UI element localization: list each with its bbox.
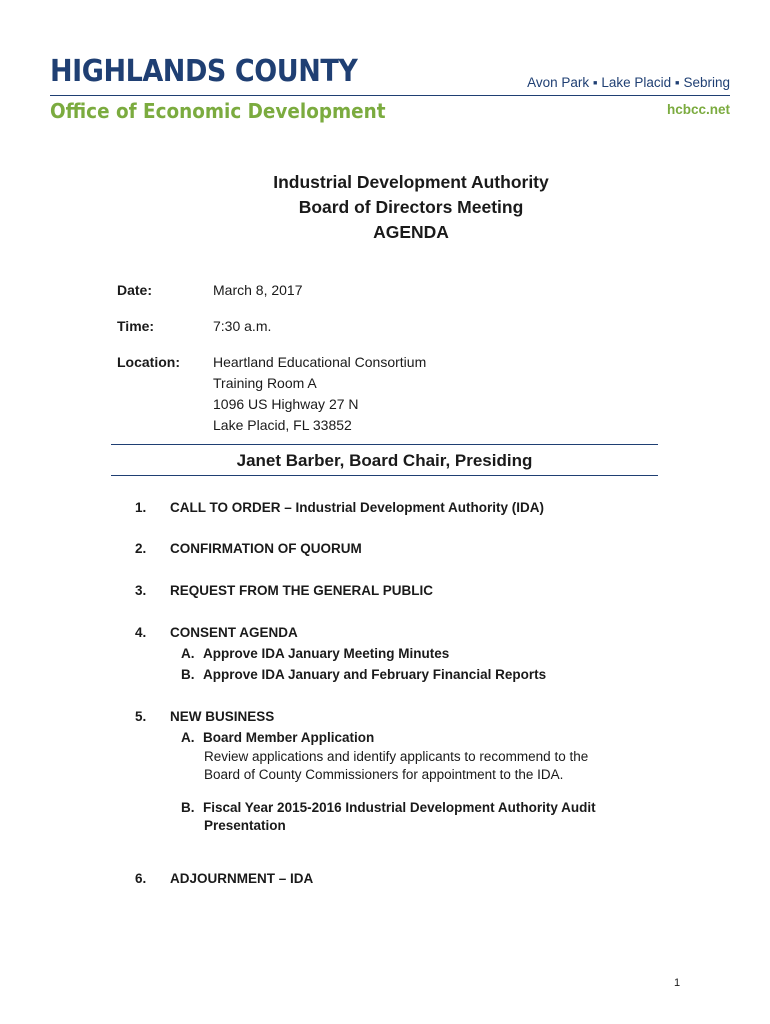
location-line: Heartland Educational Consortium: [213, 354, 427, 370]
sub-letter: B.: [181, 667, 195, 682]
page-number: 1: [674, 977, 681, 989]
item-title: CONFIRMATION OF QUORUM: [170, 541, 362, 556]
presiding-top-rule: [111, 444, 658, 445]
header-divider: [50, 95, 730, 96]
item-number: 2.: [135, 541, 147, 556]
item-title: REQUEST FROM THE GENERAL PUBLIC: [170, 583, 434, 598]
title-line-2: Board of Directors Meeting: [298, 197, 524, 217]
item-number: 5.: [135, 709, 147, 724]
sub-text: Approve IDA January Meeting Minutes: [203, 646, 450, 661]
title-line-3: AGENDA: [373, 222, 449, 242]
sub-item: [181, 665, 546, 685]
office-name: Office of Economic Development: [50, 99, 386, 123]
meeting-time: 7:30 a.m.: [213, 318, 272, 334]
sub-letter: A.: [181, 646, 195, 661]
sub-item: [181, 644, 449, 664]
sub-description: Review applications and identify applicants to recommend to the: [204, 749, 589, 764]
website-link[interactable]: hcbcc.net: [666, 102, 730, 117]
item-number: 6.: [135, 871, 147, 886]
item-number: 4.: [135, 625, 147, 640]
presiding-bottom-rule: [111, 475, 658, 476]
location-line: Training Room A: [213, 375, 317, 391]
sub-letter: A.: [181, 730, 195, 745]
location-line: Lake Placid, FL 33852: [213, 417, 352, 433]
location-line: 1096 US Highway 27 N: [213, 396, 359, 412]
sub-letter: B.: [181, 800, 195, 815]
item-title: CALL TO ORDER – Industrial Development Authority (IDA): [170, 500, 545, 515]
item-title: CONSENT AGENDA: [170, 625, 298, 640]
date-label: Date:: [117, 282, 153, 298]
time-label: Time:: [117, 318, 155, 334]
title-line-1: Industrial Development Authority: [273, 172, 549, 192]
presiding-chair: Janet Barber, Board Chair, Presiding: [236, 451, 533, 470]
sub-text: Approve IDA January and February Financial Reports: [203, 667, 547, 682]
document-title: [0, 170, 770, 245]
county-name: HIGHLANDS COUNTY: [50, 54, 358, 89]
towns-list: Avon Park ▪ Lake Placid ▪ Sebring: [527, 75, 730, 90]
item-number: 1.: [135, 500, 147, 515]
sub-description: Presentation: [204, 818, 286, 833]
sub-description: Board of County Commissioners for appointment to the IDA.: [204, 767, 564, 782]
sub-item: [181, 798, 596, 818]
location-label: Location:: [117, 354, 180, 370]
sub-item: [181, 728, 374, 748]
item-title: ADJOURNMENT – IDA: [170, 871, 314, 886]
meeting-date: March 8, 2017: [213, 282, 303, 298]
item-number: 3.: [135, 583, 147, 598]
item-title: NEW BUSINESS: [170, 709, 275, 724]
sub-text: Fiscal Year 2015-2016 Industrial Development Authority Audit: [203, 800, 596, 815]
sub-text: Board Member Application: [203, 730, 375, 745]
